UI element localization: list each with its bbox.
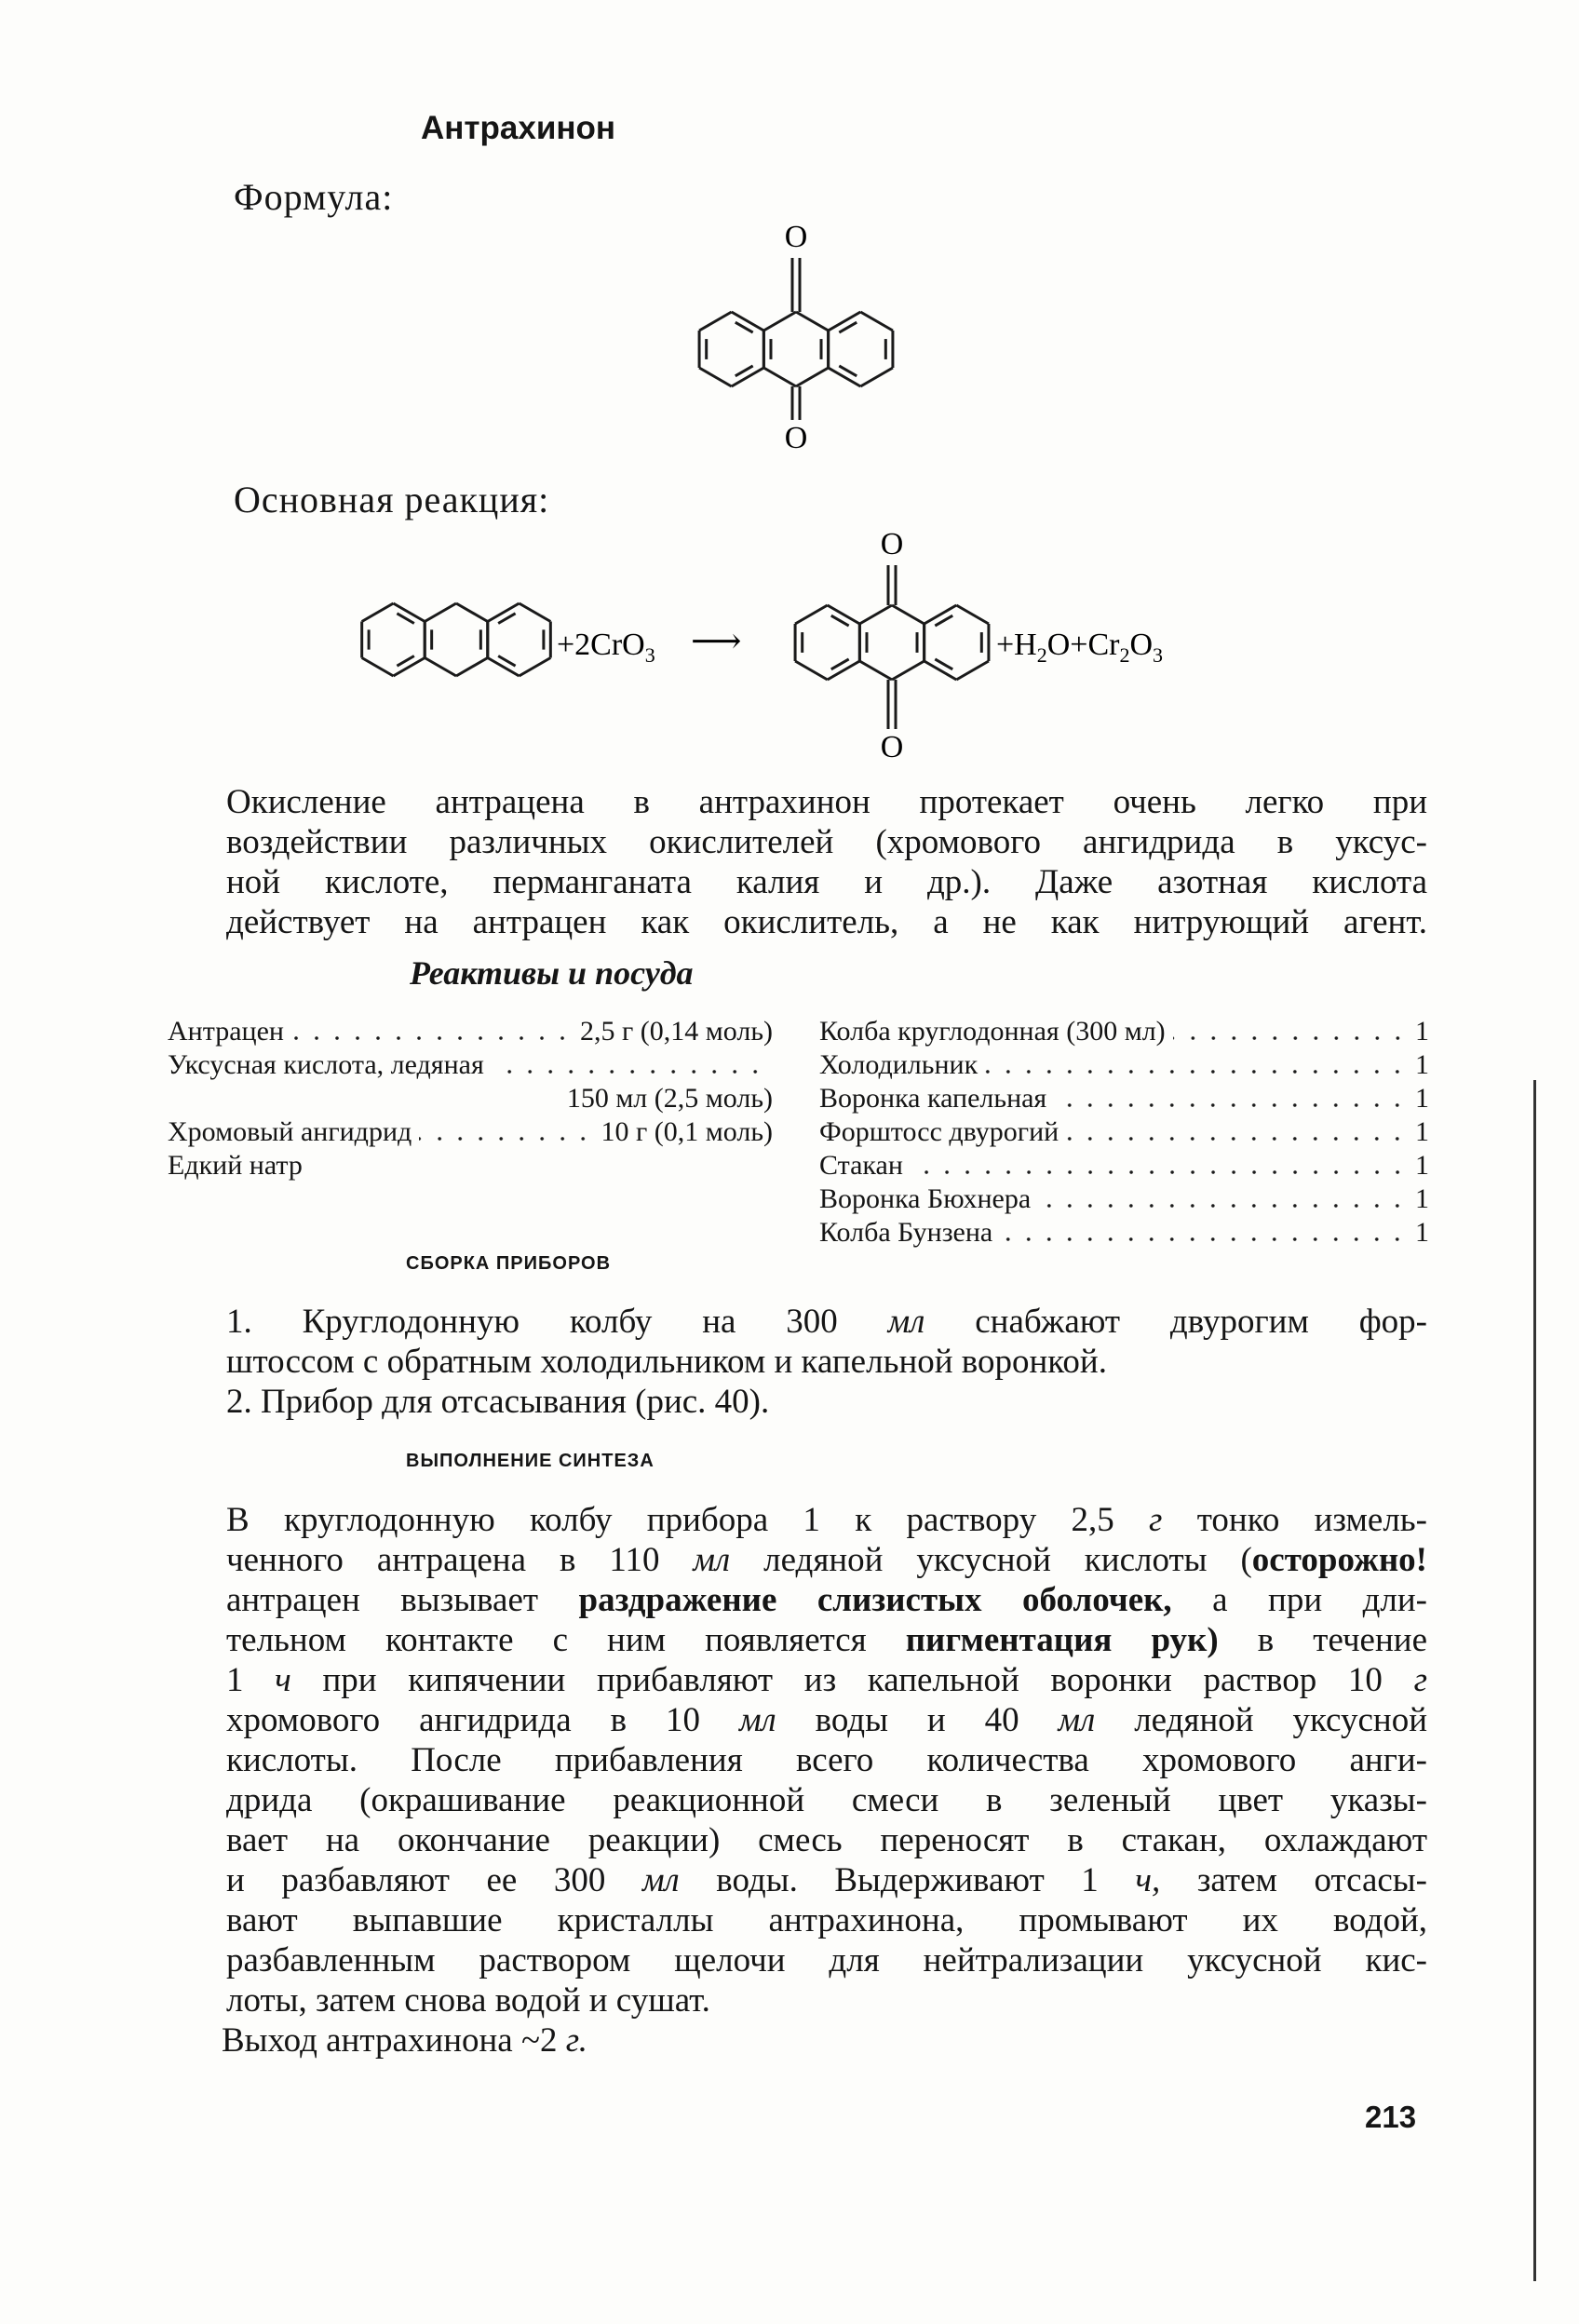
item-quantity: 1 xyxy=(1415,1116,1429,1147)
dot-leader xyxy=(1000,1236,1408,1242)
dot-leader xyxy=(175,1102,560,1108)
text-line xyxy=(226,1780,1427,1820)
text-segment: воды и 40 xyxy=(776,1701,1059,1739)
bond xyxy=(488,658,520,677)
dot-leader xyxy=(1038,1203,1408,1209)
text-line xyxy=(226,1302,1427,1342)
reaction-label: Основная реакция: xyxy=(234,479,550,520)
text-line xyxy=(226,1342,1427,1382)
anthracene-structure xyxy=(362,603,551,676)
bond xyxy=(362,603,394,622)
bond xyxy=(860,312,893,331)
item-quantity: 1 xyxy=(1415,1150,1429,1181)
text-line xyxy=(226,1980,1427,2020)
reaction-equation xyxy=(344,517,1275,768)
bold-text: пигментация рук) xyxy=(905,1621,1219,1659)
reagent-row xyxy=(168,1082,773,1115)
bond xyxy=(732,368,764,386)
text-line xyxy=(226,1820,1427,1860)
text-line xyxy=(226,1740,1427,1780)
text-segment: тельном контакте с ним появляется xyxy=(226,1621,906,1659)
page-title: Антрахинон xyxy=(421,110,616,146)
dot-leader xyxy=(310,1169,765,1175)
text-segment: В круглодонную колбу прибора 1 к раствору 2,5 xyxy=(226,1501,1150,1539)
dot-leader xyxy=(1066,1136,1408,1142)
formula-label: Формула: xyxy=(234,176,394,218)
bond xyxy=(924,605,957,624)
dot-leader xyxy=(419,1136,593,1142)
anthraquinone-structure xyxy=(652,219,940,461)
item-name: Стакан xyxy=(819,1150,903,1181)
dot-leader xyxy=(291,1035,573,1041)
text-segment: тонко измель- xyxy=(1162,1501,1427,1539)
item-name: Хромовый ангидрид xyxy=(168,1116,412,1147)
text-line xyxy=(226,782,1427,822)
italic-unit: мл xyxy=(887,1303,925,1341)
page-number: 213 xyxy=(1365,2100,1417,2134)
reagents-list xyxy=(168,1015,773,1182)
scan-edge-line xyxy=(1533,1080,1536,2281)
product-oxygen-top: O xyxy=(880,527,904,561)
item-name: Уксусная кислота, ледяная xyxy=(168,1049,484,1080)
bond xyxy=(393,658,425,677)
dot-leader xyxy=(1173,1035,1408,1041)
equipment-row xyxy=(819,1015,1429,1048)
reagent-row xyxy=(168,1115,773,1149)
bold-text: осторожно! xyxy=(1251,1541,1427,1579)
text-line xyxy=(226,862,1427,902)
bond xyxy=(796,368,829,386)
italic-unit: г xyxy=(1149,1501,1163,1539)
bold-text: раздражение слизистых оболочек, xyxy=(578,1581,1172,1619)
text-segment: ной кислоте, перманганата калия и др.). Даже азотная кислота xyxy=(226,863,1427,901)
text-line xyxy=(226,1900,1427,1940)
oxygen-top: O xyxy=(784,220,808,254)
text-segment: 1 xyxy=(226,1661,276,1699)
reagent-row xyxy=(168,1048,773,1082)
text-segment: вают выпавшие кристаллы антрахинона, промывают их водой, xyxy=(226,1901,1427,1939)
equipment-row xyxy=(819,1149,1429,1182)
italic-unit: мл xyxy=(738,1701,776,1739)
text-line xyxy=(226,1382,1427,1422)
item-quantity: 1 xyxy=(1415,1049,1429,1080)
bond xyxy=(763,368,796,386)
bond xyxy=(425,658,456,677)
text-line xyxy=(226,1620,1427,1660)
bond xyxy=(859,661,892,680)
text-line xyxy=(226,1660,1427,1700)
bond xyxy=(520,603,551,622)
synthesis-heading: ВЫПОЛНЕНИЕ СИНТЕЗА xyxy=(406,1451,655,1471)
text-segment: действует на антрацен как окислитель, а не как нитрующий агент. xyxy=(226,903,1427,941)
text-segment: снабжают двурогим фор- xyxy=(924,1303,1427,1341)
text-line xyxy=(226,1540,1427,1580)
item-name: Воронка капельная xyxy=(819,1083,1047,1114)
text-segment: затем отсасы- xyxy=(1160,1861,1427,1899)
reagents-heading: Реактивы и посуда xyxy=(410,954,694,992)
text-segment: антрацен вызывает xyxy=(226,1581,579,1619)
bond xyxy=(796,312,829,331)
text-segment: хромового ангидрида в 10 xyxy=(226,1701,739,1739)
text-segment: кислоты. После прибавления всего количества хромового анги- xyxy=(226,1741,1427,1779)
item-name: Колба Бунзена xyxy=(819,1217,993,1248)
bond xyxy=(829,368,861,386)
assembly-heading: СБОРКА ПРИБОРОВ xyxy=(406,1253,612,1274)
bond xyxy=(795,661,828,680)
item-name: Едкий натр xyxy=(168,1150,303,1181)
bond xyxy=(892,661,924,680)
bond xyxy=(425,603,456,622)
bond xyxy=(859,605,892,624)
bond xyxy=(362,658,394,677)
assembly-steps xyxy=(226,1302,1427,1422)
item-amount: 2,5 г (0,14 моль) xyxy=(579,1016,773,1047)
text-line xyxy=(226,1580,1427,1620)
text-line xyxy=(226,1700,1427,1740)
text-segment: разбавленным раствором щелочи для нейтрализации уксусной кис- xyxy=(226,1941,1427,1979)
item-quantity: 1 xyxy=(1415,1183,1429,1214)
bond xyxy=(828,661,860,680)
italic-unit: ч, xyxy=(1135,1861,1161,1899)
synthesis-paragraph xyxy=(226,1500,1427,2020)
reagent-row xyxy=(168,1149,773,1182)
text-segment: и разбавляют ее 300 xyxy=(226,1861,642,1899)
item-amount: 10 г (0,1 моль) xyxy=(601,1116,773,1147)
bond xyxy=(829,312,861,331)
bond xyxy=(892,605,924,624)
equipment-row xyxy=(819,1082,1429,1115)
item-name: Воронка Бюхнера xyxy=(819,1183,1032,1214)
bond xyxy=(924,661,957,680)
text-line xyxy=(226,1860,1427,1900)
bond xyxy=(393,603,425,622)
text-segment: воздействии различных окислителей (хромового ангидрида в уксус- xyxy=(226,823,1427,861)
bond xyxy=(456,658,488,677)
item-quantity: 1 xyxy=(1415,1083,1429,1114)
equipment-row xyxy=(819,1115,1429,1149)
item-name: Антрацен xyxy=(168,1016,284,1047)
equipment-row xyxy=(819,1216,1429,1250)
bond xyxy=(828,605,860,624)
bond xyxy=(956,661,989,680)
dot-leader xyxy=(911,1169,1408,1175)
intro-paragraph xyxy=(226,782,1427,942)
bond xyxy=(732,312,764,331)
item-name: Холодильник xyxy=(819,1049,978,1080)
equipment-row xyxy=(819,1048,1429,1082)
bond xyxy=(795,605,828,624)
text-segment: 2. Прибор для отсасывания (рис. 40). xyxy=(226,1383,770,1421)
text-line xyxy=(226,1500,1427,1540)
text-segment: в течение xyxy=(1218,1621,1428,1659)
products-water-chromium-oxide: $+H_2O+Cr_2O_3$ xyxy=(996,628,1164,667)
dot-leader xyxy=(492,1069,765,1074)
italic-unit: г xyxy=(1413,1661,1427,1699)
bond xyxy=(488,603,520,622)
bond xyxy=(520,658,551,677)
yield-line xyxy=(222,2020,1423,2061)
text-segment: 1. Круглодонную колбу на 300 xyxy=(226,1303,888,1341)
italic-unit: ч xyxy=(275,1661,291,1699)
reagent-row xyxy=(168,1015,773,1048)
text-line xyxy=(226,1940,1427,1980)
italic-unit: мл xyxy=(693,1541,731,1579)
text-segment: при кипячении прибавляют из капельной воронки раствор 10 xyxy=(290,1661,1414,1699)
text-line xyxy=(222,2020,1423,2061)
text-segment: воды. Выдерживают 1 xyxy=(679,1861,1136,1899)
reagent-chromium-trioxide: +2CrO$_3$ xyxy=(557,628,655,667)
bond xyxy=(763,312,796,331)
bond xyxy=(456,603,488,622)
dot-leader xyxy=(1054,1102,1408,1108)
italic-unit: мл xyxy=(1058,1701,1096,1739)
text-line xyxy=(226,822,1427,862)
text-segment: ледяной уксусной кислоты ( xyxy=(730,1541,1252,1579)
item-amount: 150 мл (2,5 моль) xyxy=(566,1083,773,1114)
anthraquinone-product-rings xyxy=(795,565,989,729)
text-segment: а при дли- xyxy=(1171,1581,1428,1619)
anthraquinone-rings xyxy=(699,258,893,420)
reaction-arrow: ⟶ xyxy=(691,622,742,661)
italic-unit: г. xyxy=(565,2021,587,2060)
bond xyxy=(699,312,732,331)
text-segment: Окисление антрацена в антрахинон протекает очень легко при xyxy=(226,783,1427,821)
text-segment: Выход антрахинона ~2 xyxy=(222,2021,566,2060)
text-segment: лоты, затем снова водой и сушат. xyxy=(226,1981,710,2020)
bond xyxy=(699,368,732,386)
text-segment: дрида (окрашивание реакционной смеси в зеленый цвет указы- xyxy=(226,1781,1427,1819)
equipment-row xyxy=(819,1182,1429,1216)
item-name: Колба круглодонная (300 мл) xyxy=(819,1016,1166,1047)
text-segment: ледяной уксусной xyxy=(1095,1701,1427,1739)
italic-unit: мл xyxy=(641,1861,680,1899)
equipment-list xyxy=(819,1015,1429,1250)
item-quantity: 1 xyxy=(1415,1217,1429,1248)
dot-leader xyxy=(985,1069,1408,1074)
oxygen-bottom: O xyxy=(784,421,808,455)
text-segment: вает на окончание реакции) смесь переносят в стакан, охлаждают xyxy=(226,1821,1427,1859)
text-line xyxy=(226,902,1427,942)
text-segment: штоссом с обратным холодильником и капельной воронкой. xyxy=(226,1343,1107,1381)
bond xyxy=(860,368,893,386)
bond xyxy=(956,605,989,624)
text-segment: ченного антрацена в 110 xyxy=(226,1541,694,1579)
product-oxygen-bottom: O xyxy=(880,730,904,764)
item-name: Форштосс двурогий xyxy=(819,1116,1059,1147)
item-quantity: 1 xyxy=(1415,1016,1429,1047)
